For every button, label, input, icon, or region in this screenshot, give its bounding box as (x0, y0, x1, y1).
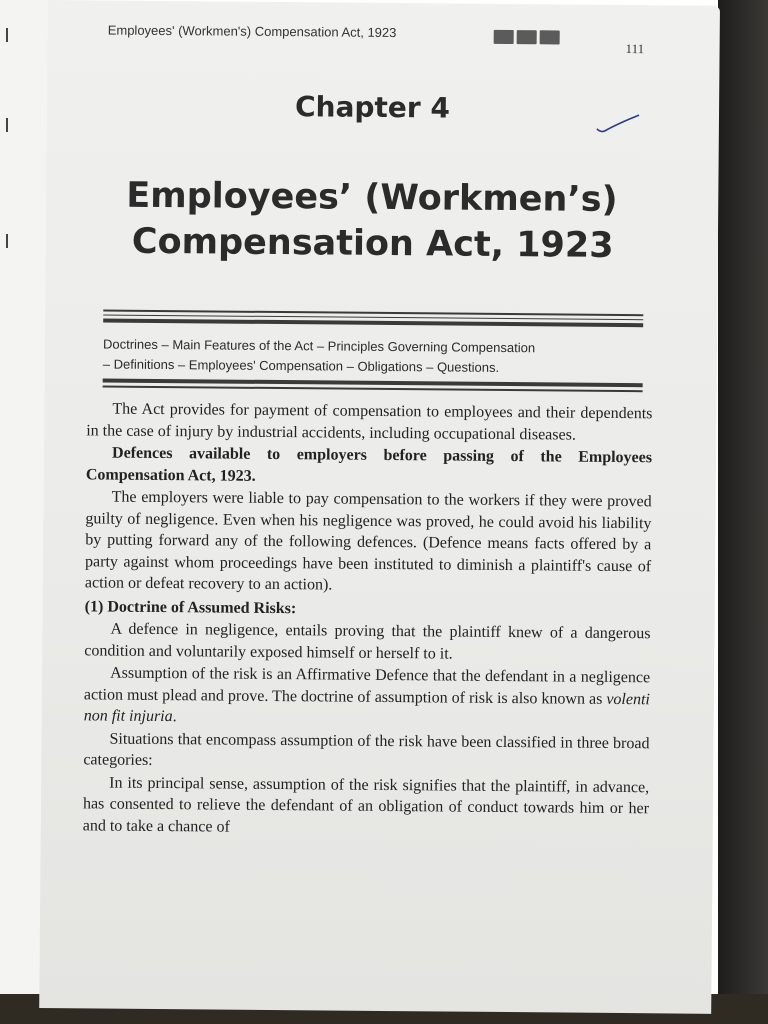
running-header: Employees' (Workmen's) Compensation Act, 1923 (107, 22, 397, 41)
chapter-contents-summary (103, 334, 643, 379)
chapter-title-line: Employees’ (Workmen’s) (126, 175, 618, 220)
paragraph-text: . (172, 708, 177, 726)
summary-line: – Definitions – Employees' Compensation – Obligations – Questions. (102, 356, 500, 375)
top-divider (103, 306, 643, 327)
tick-mark-icon (595, 113, 641, 135)
paragraph: The Act provides for payment of compensation to employees and their dependents in the case of injury by industrial accidents, including occupational diseases. (86, 400, 653, 444)
chapter-title (126, 173, 687, 270)
paragraph-text: Assumption of the risk is an Affirmative Defence that the defendant in a negligence action must plead and prove. The doctrine of assumption of risk is also known as (83, 664, 651, 708)
subsection-heading: (1) Doctrine of Assumed Risks: (84, 597, 297, 617)
book-page (39, 0, 720, 1014)
paragraph (84, 662, 651, 731)
latin-term: volenti non fit injuria (83, 690, 650, 726)
paragraph: Situations that encompass assumption of the risk have been classified in three broad categories: (83, 730, 650, 769)
paragraph: A defence in negligence, entails proving that the plaintiff knew of a dangerous condition and voluntarily exposed himself or herself to it. (84, 620, 651, 663)
page-edge-mark (6, 28, 8, 42)
bottom-divider (103, 378, 643, 391)
publisher-logo-icon (494, 30, 560, 45)
page-edge-mark (6, 234, 8, 248)
summary-line: Doctrines – Main Features of the Act – Principles Governing Compensation (102, 336, 536, 356)
paragraph: The employers were liable to pay compensation to the workers if they were proved guilty of negligence. Even when his negligence was proved, he could avoid his liability by putting forward any of the following defences. (Defence means facts offered by a party against whom proceedings have been instituted to diminish a plaintiff's cause of action or defeat recovery to an action). (84, 488, 652, 594)
background-right (718, 0, 768, 1024)
paragraph: In its principal sense, assumption of the risk signifies that the plaintiff, in advance, has consented to relieve the defendant of an obligation of conduct towards him or her and to take a chance of (82, 774, 650, 836)
section-heading: Defences available to employers before passing of the Employees Compensation Act, 1923. (85, 444, 653, 485)
page-edge-mark (6, 118, 8, 132)
chapter-title-line: Compensation Act, 1923 (131, 221, 614, 266)
chapter-label: Chapter 4 (294, 90, 451, 125)
page-number: 111 (625, 41, 645, 57)
body-text (83, 398, 653, 842)
